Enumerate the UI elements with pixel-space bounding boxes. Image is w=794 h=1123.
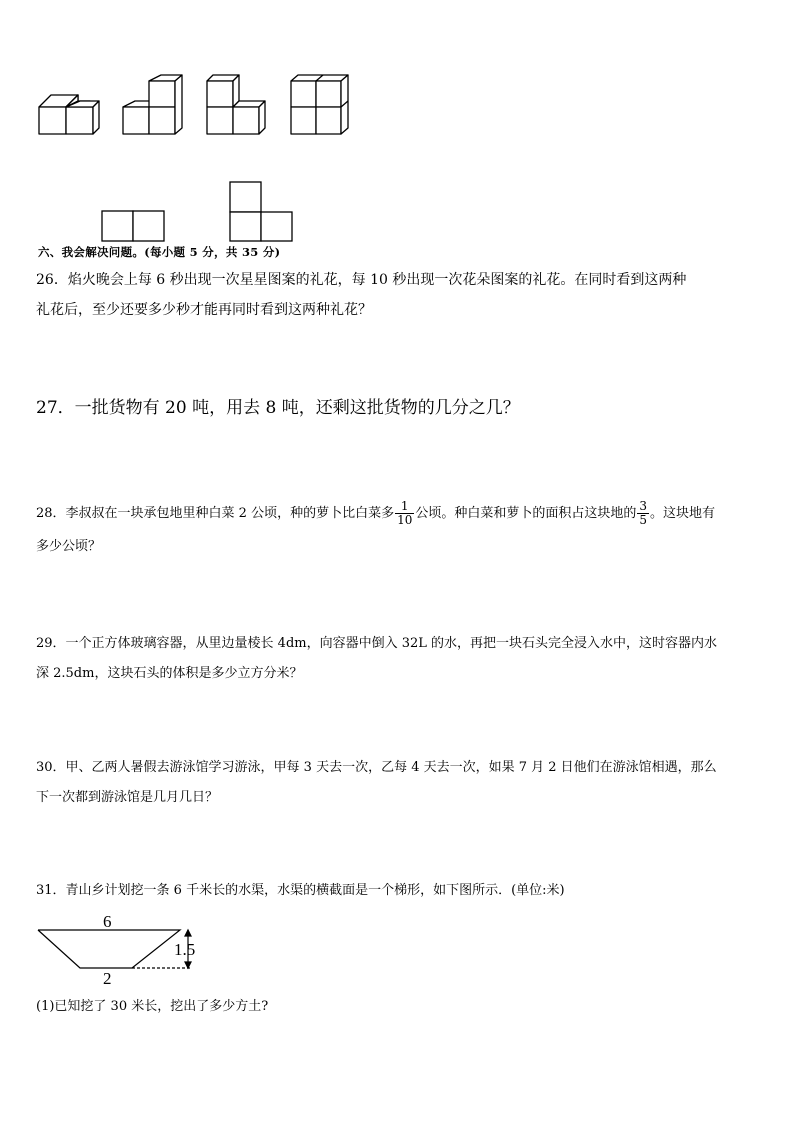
question-30-line2: 下一次都到游泳馆是几月几日？ — [36, 790, 219, 805]
question-28-part3: 。这块地有 — [650, 506, 716, 521]
trapezoid-height-label: 1.5 — [174, 940, 196, 959]
question-28-line2: 多少公顷？ — [36, 539, 102, 554]
question-30-line1: 30．甲、乙两人暑假去游泳馆学习游泳，甲每 3 天去一次，乙每 4 天去一次，如果 7 月 2 日他们在游泳馆相遇，那么 — [36, 760, 717, 775]
trapezoid-outline — [38, 930, 180, 968]
question-27 — [36, 393, 766, 423]
question-28 — [36, 496, 766, 562]
flat-view-1 — [102, 211, 164, 241]
question-26-line2: 礼花后，至少还要多少秒才能再同时看到这两种礼花？ — [36, 302, 372, 318]
question-30 — [36, 753, 766, 813]
cube-figure-3 — [207, 75, 265, 134]
question-29 — [36, 629, 766, 689]
trapezoid-top-label: 6 — [103, 912, 112, 931]
cube-figure-2 — [123, 75, 182, 134]
question-27-line1: 27．一批货物有 20 吨，用去 8 吨，还剩这批货物的几分之几？ — [36, 398, 520, 418]
trapezoid-bottom-label: 2 — [103, 969, 112, 988]
cube-figure-4 — [291, 75, 348, 134]
question-26-line1: 26．焰火晚会上每 6 秒出现一次星星图案的礼花，每 10 秒出现一次花朵图案的礼花。在同时看到这两种 — [36, 272, 687, 288]
section-title: 六、我会解决问题。(每小题 5 分，共 35 分) — [38, 245, 281, 259]
fraction-3-5: $\frac{3}{5}$ — [639, 499, 648, 527]
cube-figures — [0, 0, 794, 260]
question-28-part1: 28．李叔叔在一块承包地里种白菜 2 公顷，种的萝卜比白菜多 — [36, 506, 395, 521]
question-29-line1: 29．一个正方体玻璃容器，从里边量棱长 4dm，向容器中倒入 32L 的水，再把一块石头完全浸入水中，这时容器内水 — [36, 636, 718, 651]
question-28-part2: 公顷。种白菜和萝卜的面积占这块地的 — [415, 506, 637, 521]
question-29-line2: 深 2.5dm，这块石头的体积是多少立方分米？ — [36, 666, 303, 681]
question-31-line1: 31．青山乡计划挖一条 6 千米长的水渠，水渠的横截面是一个梯形，如下图所示．(单位:米) — [36, 883, 565, 898]
question-31-sub1-text: (1)已知挖了 30 米长，挖出了多少方土? — [36, 999, 269, 1014]
fraction-1-10: $\frac{1}{10}$ — [397, 499, 413, 527]
trapezoid-figure — [0, 900, 300, 990]
question-31-sub1 — [36, 992, 766, 1022]
flat-view-2 — [230, 182, 292, 241]
cube-figure-1 — [39, 95, 99, 134]
question-26 — [36, 265, 766, 325]
